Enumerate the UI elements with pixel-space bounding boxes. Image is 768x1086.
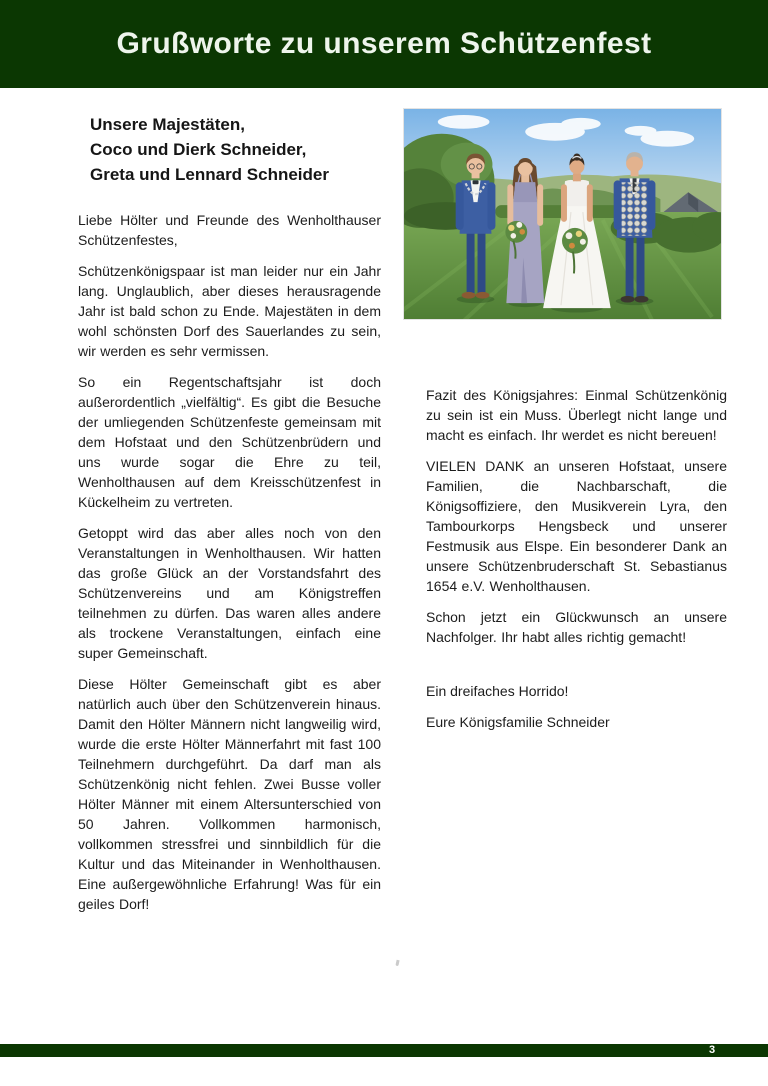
body-paragraph: Liebe Hölter und Freunde des Wenholthauser Schützenfestes, <box>78 212 381 248</box>
page-number: 3 <box>708 1044 716 1056</box>
right-column <box>426 385 727 732</box>
majesties-heading <box>90 112 381 187</box>
body-paragraph: Diese Hölter Gemeinschaft gibt es aber natürlich auch über den Schützenverein hinaus. Damit den Hölter Männern nicht langweilig wird, wurde die erste Hölter Männerfahrt mit fast 100 Teilnehmern durchgeführt. Da darf man als Schützenkönig nicht fehlen. Zwei Busse voller Hölter Männer mit einem Altersunterschied von 50 Jahren. Vollkommen harmonisch, vollkommen stressfrei und sinnbildlich für die Kultur und das Miteinander in Wenholthausen. Eine außergewöhnliche Erfahrung! Was für ein geiles Dorf! <box>78 676 381 912</box>
page-header-banner <box>0 0 768 88</box>
heading-line: Greta und Lennard Schneider <box>90 165 329 184</box>
closing-lines <box>426 681 727 732</box>
left-column <box>78 112 381 914</box>
left-column-paragraphs <box>78 210 381 914</box>
page-title: Grußworte zu unserem Schützenfest <box>116 27 652 60</box>
closing-line: Eure Königsfamilie Schneider <box>426 714 610 730</box>
body-paragraph: Schützenkönigspaar ist man leider nur ein Jahr lang. Unglaublich, aber dieses herausragende Jahr ist bald schon zu Ende. Majestäten in dem wohl schönsten Dorf des Sauerlandes zu sein, wir werden es sehr vermissen. <box>78 263 381 359</box>
print-artifact-mark <box>395 960 399 966</box>
heading-line: Coco und Dierk Schneider, <box>90 140 307 159</box>
body-paragraph: Fazit des Königsjahres: Einmal Schützenkönig zu sein ist ein Muss. Überlegt nicht lange und macht es einfach. Ihr werdet es nicht bereuen! <box>426 387 727 443</box>
heading-line: Unsere Majestäten, <box>90 115 245 134</box>
right-column-paragraphs <box>426 385 727 647</box>
group-photo-illustration <box>404 109 721 319</box>
closing-line: Ein dreifaches Horrido! <box>426 683 569 699</box>
body-paragraph: Getoppt wird das aber alles noch von den Veranstaltungen in Wenholthausen. Wir hatten das große Glück an der Vorstandsfahrt des Schützenvereins und am Königstreffen teilnehmen zu dürfen. Das waren alles andere als trockene Veranstaltungen, einfach eine super Gemeinschaft. <box>78 525 381 661</box>
body-paragraph: VIELEN DANK an unseren Hofstaat, unsere Familien, die Nachbarschaft, die Königsoffiziere, den Musikverein Lyra, den Tambourkorps Hengsbeck und unserer Festmusik aus Elspe. Ein besonderer Dank an unsere Schützenbruderschaft St. Sebastianus 1654 e.V. Wenholthausen. <box>426 458 727 594</box>
body-paragraph: Schon jetzt ein Glückwunsch an unsere Nachfolger. Ihr habt alles richtig gemacht! <box>426 609 727 645</box>
footer-rule-bar <box>0 1044 768 1057</box>
royal-family-group-photo <box>403 108 722 320</box>
body-paragraph: So ein Regentschaftsjahr ist doch außerordentlich „vielfältig“. Es gibt die Besuche der umliegenden Schützenfeste gemeinsam mit dem Hofstaat und den Schützenbrüdern und uns wurde sogar die Ehre zu teil, Wenholthausen auf dem Kreisschützenfest in Kückelheim zu vertreten. <box>78 374 381 510</box>
